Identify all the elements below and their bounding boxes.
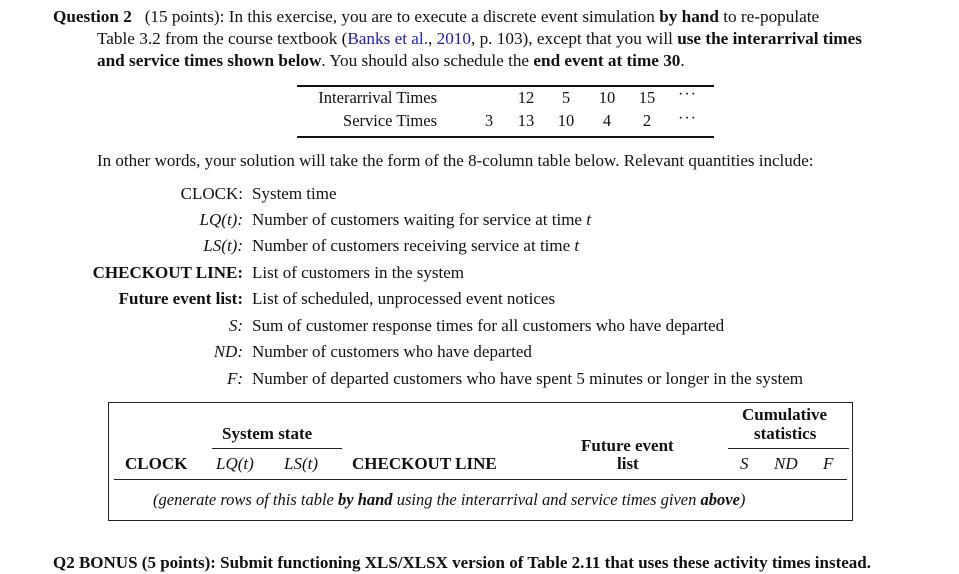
- table-note: [153, 490, 745, 510]
- def-desc-nd: Number of customers who have departed: [252, 342, 532, 361]
- def-term-f: F:: [226, 369, 243, 388]
- question-text-2-bold: use the interarrival times: [677, 29, 862, 48]
- service-value: 13: [517, 111, 535, 130]
- def-desc-lq-var: t: [586, 210, 591, 229]
- def-desc-lq: [252, 210, 591, 230]
- question-text-2a: Table 3.2 from the course textbook (: [97, 29, 348, 48]
- table-note-bold-1: by hand: [338, 490, 393, 509]
- future-event-header-2: list: [617, 454, 639, 473]
- checkout-line-header: CHECKOUT LINE: [352, 454, 497, 473]
- question-line-3: [97, 50, 685, 72]
- intro-text: In other words, your solution will take the form of the 8-column table below. Relevant quantities include:: [97, 151, 814, 170]
- lq-header: LQ(t): [216, 454, 254, 473]
- citation-link-year[interactable]: 2010: [436, 29, 471, 48]
- clock-header: CLOCK: [125, 454, 188, 473]
- def-term-checkout: CHECKOUT LINE:: [92, 263, 243, 282]
- cumulative-header-2: statistics: [754, 424, 817, 443]
- interarrival-value: 10: [598, 88, 616, 107]
- table-note-text-2: using the interarrival and service times given: [396, 490, 697, 509]
- service-value: 3: [484, 111, 494, 130]
- question-text-1a: In this exercise, you are to execute a discrete event simulation: [228, 7, 655, 26]
- def-desc-clock: System time: [252, 184, 337, 203]
- question-heading: Question 2: [53, 7, 132, 26]
- def-term-fel: Future event list:: [118, 289, 243, 308]
- table-note-text-1: (generate rows of this table: [153, 490, 334, 509]
- def-desc-checkout: List of customers in the system: [252, 263, 465, 282]
- simulation-table: [108, 402, 853, 521]
- table-note-bold-2: above: [700, 490, 740, 509]
- def-desc-ls: [252, 236, 579, 256]
- question-text-2b: , p. 103), except that you will: [470, 29, 673, 48]
- interarrival-value: 15: [638, 88, 656, 107]
- def-term-lq: LQ(t):: [199, 210, 243, 229]
- nd-header: ND: [774, 454, 798, 473]
- question-text-3a: . You should also schedule the: [321, 51, 530, 70]
- def-desc-lq-text: Number of customers waiting for service at time: [252, 210, 582, 229]
- def-desc-fel: List of scheduled, unprocessed event notices: [252, 289, 556, 308]
- times-table-bottom-rule: [297, 136, 714, 138]
- cumulative-header-1: Cumulative: [742, 405, 827, 424]
- question-text-3-bold: and service times shown below: [97, 51, 322, 70]
- header-bottom-rule: [114, 479, 847, 480]
- cumulative-rule: [728, 448, 849, 449]
- service-value: 2: [642, 111, 652, 130]
- system-state-rule: [212, 448, 342, 449]
- ls-header: LS(t): [284, 454, 318, 473]
- future-event-header-1: Future event: [581, 436, 674, 455]
- interarrival-ellipsis: ···: [678, 86, 697, 103]
- def-desc-f: Number of departed customers who have spent 5 minutes or longer in the system: [252, 369, 803, 388]
- question-text-2-comma: ,: [428, 29, 437, 48]
- def-term-clock: CLOCK:: [180, 184, 243, 203]
- question-line-1: [53, 6, 819, 28]
- question-text-1b: to re-populate: [723, 7, 820, 26]
- citation-link-authors[interactable]: Banks et al.: [347, 29, 428, 48]
- table-note-end: ): [739, 490, 746, 509]
- s-header: S: [740, 454, 749, 473]
- question-points: (15 points):: [144, 7, 225, 26]
- def-desc-ls-var: t: [574, 236, 580, 255]
- question-text-3-bold2: end event at time 30: [533, 51, 681, 70]
- system-state-header: System state: [222, 424, 313, 443]
- def-term-ls: LS(t):: [203, 236, 243, 255]
- def-desc-s: Sum of customer response times for all customers who have departed: [252, 316, 725, 335]
- service-ellipsis: ···: [678, 110, 697, 127]
- service-value: 4: [602, 111, 612, 130]
- bonus-text: Q2 BONUS (5 points): Submit functioning XLS/XLSX version of Table 2.11 that uses these activity times instead.: [53, 553, 871, 572]
- def-term-nd: ND:: [213, 342, 243, 361]
- def-term-s: S:: [228, 316, 243, 335]
- service-value: 10: [557, 111, 575, 130]
- question-line-2: [97, 28, 862, 50]
- question-text-1-bold: by hand: [659, 7, 719, 26]
- interarrival-label: Interarrival Times: [318, 88, 437, 107]
- def-desc-ls-text: Number of customers receiving service at time: [252, 236, 571, 255]
- f-header: F: [823, 454, 834, 473]
- service-label: Service Times: [343, 111, 437, 130]
- question-text-3-end: .: [680, 51, 685, 70]
- interarrival-value: 12: [517, 88, 535, 107]
- times-table-top-rule: [297, 85, 714, 87]
- interarrival-value: 5: [561, 88, 571, 107]
